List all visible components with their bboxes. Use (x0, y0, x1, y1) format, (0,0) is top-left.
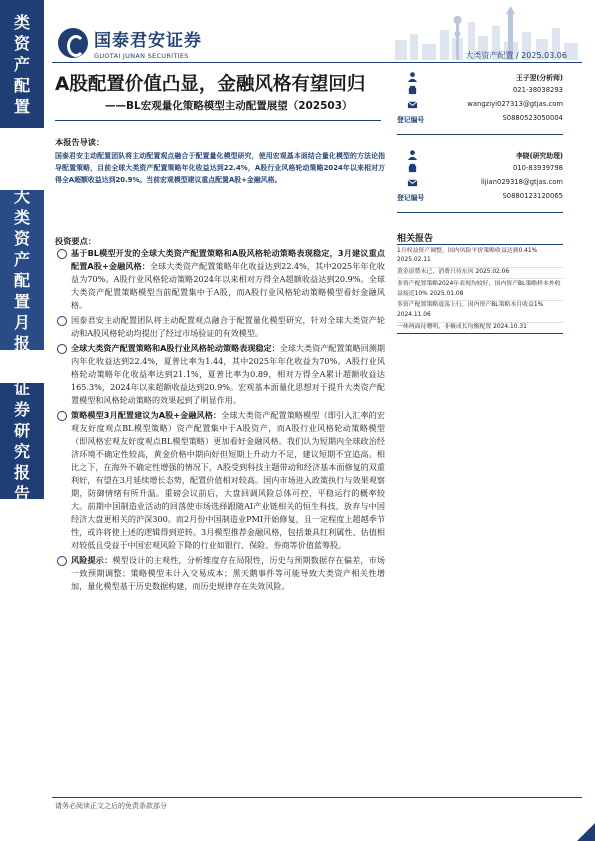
sidebar-char: 资 (13, 33, 30, 53)
analyst-name: 王子翌(分析师) (516, 74, 563, 82)
sidebar-char: 券 (13, 400, 30, 419)
sidebar-char: 置 (13, 96, 30, 116)
analyst-card (397, 70, 563, 126)
analyst-divider (397, 134, 563, 135)
related-report-item[interactable]: 一体两面待曙明，非极成长均衡配置 2024.10.31 (397, 323, 563, 335)
sidebar-char: 配 (13, 271, 30, 290)
logo-english-name: GUOTAI JUNAN SECURITIES (94, 52, 189, 60)
bullet-icon (57, 344, 67, 354)
sidebar-char: 置 (13, 292, 30, 311)
guide-heading: 本报告导读： (55, 137, 105, 147)
point-item: 国泰君安主动配置团队将主动配置观点融合于配置量化模型研究，针对全球大类资产轮动和A股风格轮动均提出了经过市场验证的有效模型。 (55, 314, 385, 340)
sidebar-char: 大 (13, 187, 30, 206)
disclaimer-note: 请务必阅读正文之后的免责条款部分 (55, 802, 167, 810)
point-item: 全球大类资产配置策略和A股行业风格轮动策略表现稳定：全球大类资产配置策略回测期内年化收益达到22.4%，夏普比率为1.44，其中2025年年化收益为70%。A股行业风格轮动策略年化收益率达到21.1%，夏普比率为0.89，相对万得全A累计超额收益达165.3%，2024年以来超额收益达到20.9%。宏观基本面量化思想对于提升大类资产配置模型和风格轮动策略的效果起到了明显作用。 (55, 342, 385, 407)
sidebar-char: 资 (13, 229, 30, 248)
sidebar-char: 月 (13, 313, 30, 332)
sidebar-char: 研 (13, 421, 30, 440)
report-title: A股配置价值凸显，金融风格有望回归 (55, 74, 366, 95)
analyst-cert-number: S0880523050004 (502, 114, 563, 122)
analyst-divider (397, 212, 563, 213)
analyst-name: 李晓(研究助理) (516, 152, 563, 160)
sidebar-char: 告 (13, 484, 30, 503)
email-icon (407, 99, 418, 110)
related-divider (397, 244, 563, 245)
cert-label: 登记编号 (397, 116, 425, 124)
bullet-icon (57, 556, 67, 566)
sidebar-char: 产 (13, 54, 30, 74)
related-report-item[interactable]: 黄金添赞未已，消费只待东风 2025.02.06 (397, 268, 563, 280)
sidebar-report-type-block (0, 187, 44, 353)
related-report-item[interactable]: 多资产配置策略2024年表现均较好，国内资产BL策略样本外收益接近10% 2025.01.08 (397, 279, 563, 301)
sidebar-research-block (0, 379, 44, 503)
point-item: 风险提示：模型设计的主观性，分析维度存在局限性，历史与预期数据存在偏差，市场一致预期调整；策略模型未计入交易成本；黑天鹅事件等可能导致大类资产相关性增加，量化模型基于历史数据构建，而历史规律存在失效风险。 (55, 554, 385, 593)
sidebar-char: 配 (13, 75, 30, 95)
title-divider (55, 120, 381, 121)
related-report-item[interactable]: 多资产配置策略震荡上行，国内资产BL策略本月收益1% 2024.11.06 (397, 301, 563, 323)
sidebar-char: 报 (13, 463, 30, 482)
phone-icon (407, 163, 418, 174)
bullet-icon (57, 249, 67, 259)
bullet-icon (57, 316, 67, 326)
person-icon (407, 71, 418, 82)
analyst-card (397, 148, 563, 204)
investment-points (55, 247, 385, 595)
related-reports-list (397, 246, 563, 334)
cert-label: 登记编号 (397, 194, 425, 202)
point-item: 策略模型3月配置建议为A股+金融风格：全球大类资产配置策略模型（即引入汇率的宏观友好度观点BL模型策略）资产配置集中于A股资产，而A股行业风格轮动策略模型（即风格宏观友好度观点BL模型策略）更加看好金融风格。我们认为短期内全球政治经济环境不确定性较高，黄金价格中期向好但短期上升动力不足，建议短期不宜追高。相比之下，在海外不确定性增强的情况下，A股受到科技主题带动和经济基本面修复的双重利好，有望在3月延续增长态势，配置价值相对较高。国内市场进入政策执行与效果观察期，防御情绪有所升温。重磅会议前后，大盘回调风险总体可控，平稳运行的概率较大。前期中国制造业活动的回落使市场选择跟随AI产业链相关的恒生科技，放弃与中国经济大盘更相关的沪深300。而2月份中国制造业PMI开始修复，且一定程度上超越季节性，或许将使上述的逻辑得到逆转。3月模型推荐金融风格，包括兼具红利属性、估值相对较低且受益于中国宏观风险下降的行业如银行、保险、券商等价值蓝筹股。 (55, 409, 385, 552)
sidebar-char: 证 (13, 379, 30, 398)
phone-icon (407, 85, 418, 96)
sidebar-char: 报 (13, 334, 30, 353)
header-divider (52, 62, 582, 63)
related-reports-heading: 相关报告 (397, 234, 434, 244)
analyst-cert-number: S0880123120065 (502, 192, 563, 200)
company-logo (58, 26, 202, 60)
sidebar-char: 类 (13, 208, 30, 227)
sidebar-char: 产 (13, 250, 30, 269)
analyst-phone: 021-38038293 (512, 86, 563, 94)
points-heading: 投资要点： (55, 236, 96, 246)
related-report-item[interactable]: 1月权益资产调整，国内风险平价策略收益达到0.41% 2025.02.11 (397, 246, 563, 268)
sidebar (0, 0, 44, 841)
report-category-date: 大类资产配置 / 2025.03.06 (465, 51, 567, 60)
analyst-email: lijian029318@gtjas.com (480, 178, 563, 186)
analyst-phone: 010-83939798 (512, 164, 563, 172)
point-item: 基于BL模型开发的全球大类资产配置策略和A股风格轮动策略表现稳定，3月建议重点配置A股+金融风格：全球大类资产配置策略年化收益达到22.4%，其中2025年年化收益为70%。A股行业风格轮动策略2024年以来相对万得全A超额收益达到20.9%。全球大类资产配置策略模型当前配置集中于A股，而A股行业风格轮动策略模型看好金融风格。 (55, 247, 385, 312)
sidebar-char: 究 (13, 442, 30, 461)
email-icon (407, 177, 418, 188)
bullet-icon (57, 411, 67, 421)
footer-divider (52, 797, 582, 798)
sidebar-char: 类 (13, 12, 30, 32)
sidebar-category-block (0, 0, 44, 128)
logo-chinese-name: 国泰君安证券 (94, 31, 202, 51)
person-icon (407, 149, 418, 160)
guide-text: 国泰君安主动配置团队将主动配置观点融合于配置量化模型研究，使用宏观基本面结合量化模型的方法论指导配置策略，目前全球大类资产配置策略年化收益达到22.4%，A股行业风格轮动策略2024年以来相对万得全A超额收益达到20.9%。当前宏观模型建议重点配置A股+金融风格。 (55, 152, 385, 184)
corner-decoration (577, 823, 595, 841)
analyst-email: wangziyi027313@gtjas.com (467, 100, 563, 108)
logo-mark-icon (58, 28, 88, 58)
report-subtitle: ——BL宏观量化策略模型主动配置展望（202503） (105, 100, 353, 112)
